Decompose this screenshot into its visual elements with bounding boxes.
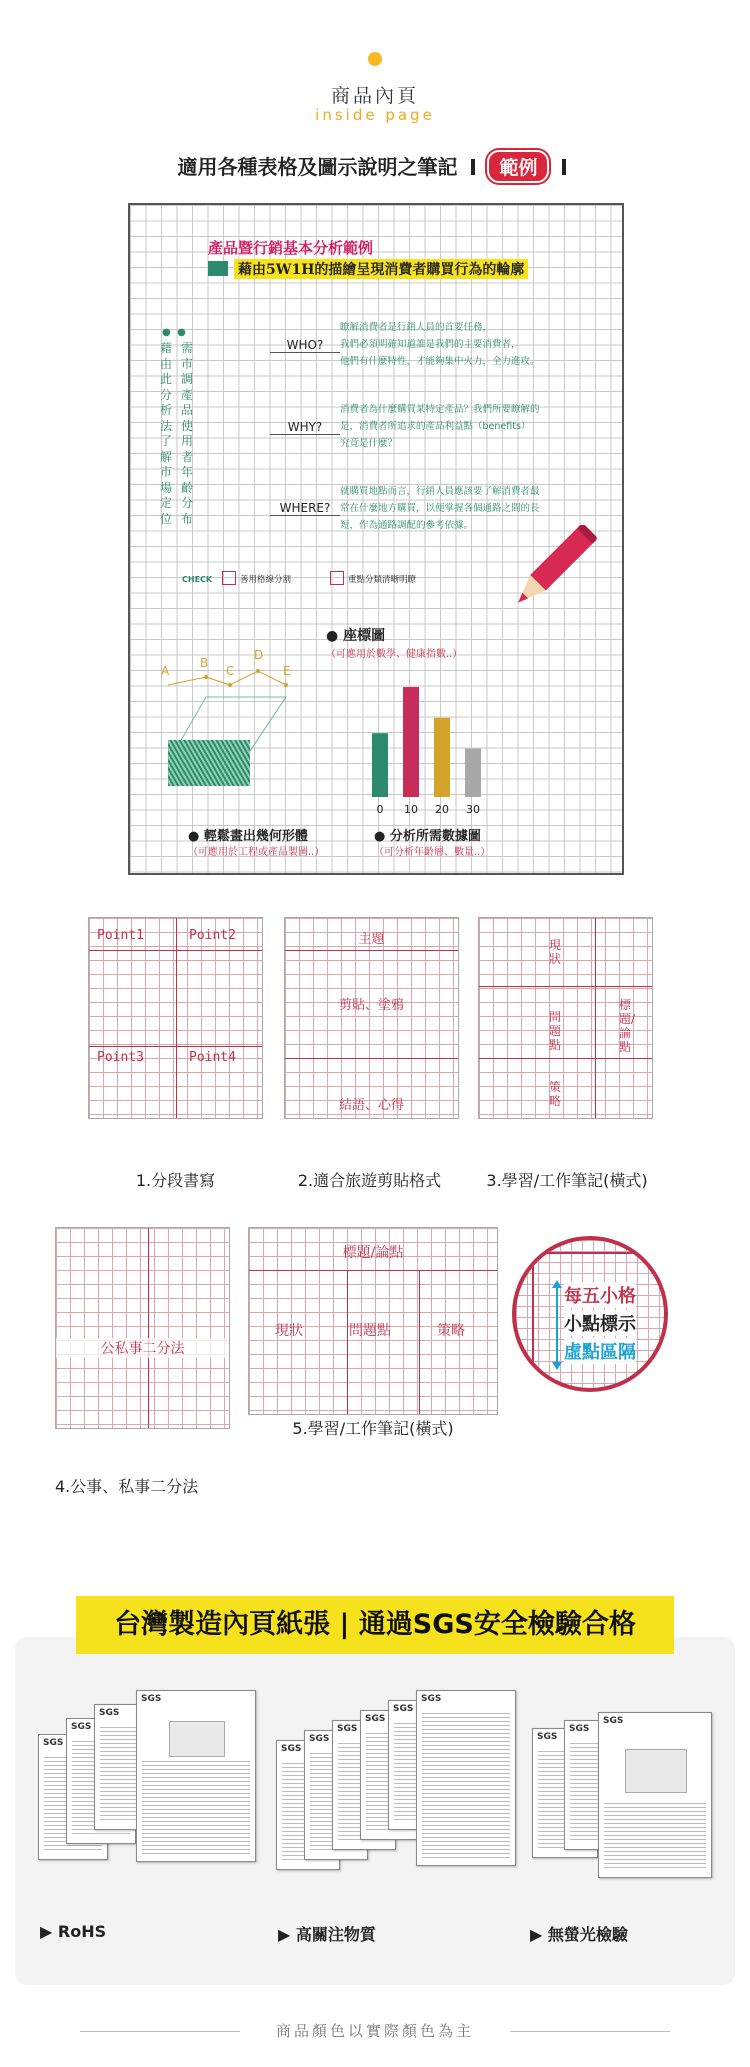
intro-heading: 適用各種表格及圖示說明之筆記 <box>177 155 458 179</box>
layout-1-point3: Point3 <box>97 1050 144 1065</box>
intro-heading-row <box>0 150 750 183</box>
vertical-note-1: 藉由此分析法了解市場定位 <box>160 341 173 526</box>
geo-point-b: B <box>200 656 209 670</box>
layout-3-issue: 問題點 <box>549 1010 562 1052</box>
layout-4-caption: 4.公事、私事二分法 <box>55 1477 199 1496</box>
header-subtitle: inside page <box>315 106 435 124</box>
footer-note: 商品顏色以實際顏色為主 <box>275 2022 474 2040</box>
bar-10 <box>403 687 419 797</box>
bar-tick-label: 10 <box>404 803 418 816</box>
layout-5-page <box>248 1227 498 1415</box>
geo-point-d: D <box>254 648 264 662</box>
header-dot <box>368 52 382 66</box>
where-label: WHERE? <box>270 501 340 516</box>
footer-divider-right <box>510 2031 670 2032</box>
sgs-doc-stack-rohs: SGS SGS SGS SGS <box>38 1690 268 1920</box>
geo-point-c: C <box>226 664 235 678</box>
vertical-note-2: 需市調產品使用者年齡分布 <box>181 341 194 526</box>
magnifier-line2: 小點標示 <box>564 1310 636 1336</box>
why-label: WHY? <box>270 420 340 435</box>
layout-2-topic: 主題 <box>358 932 385 947</box>
layout-1-point2: Point2 <box>189 928 236 943</box>
bar-tick-label: 20 <box>435 803 449 816</box>
layout-1-point4: Point4 <box>189 1050 236 1065</box>
check-item-1: 善用格線分割 <box>240 575 292 585</box>
layout-2-conclusion: 結語、心得 <box>338 1098 404 1113</box>
bar-chart <box>360 655 490 820</box>
coord-note: （可應用於數學、健康指數..） <box>326 649 463 660</box>
layout-3-page <box>478 917 653 1119</box>
check-item-2: 重點分類清晰明瞭 <box>348 575 417 585</box>
who-text: 瞭解消費者是行銷人員的首要任務， 我們必須明確知道誰是我們的主要消費者， 他們有什麼特性，才能夠集中火力，全力進攻。 <box>340 322 540 367</box>
layout-1-caption: 1.分段書寫 <box>135 1171 216 1190</box>
check-label: CHECK <box>182 575 213 584</box>
magnifier-line3: 虛點區隔 <box>564 1338 636 1364</box>
sample-title: 產品暨行銷基本分析範例 <box>208 239 374 257</box>
layout-4-label: 公私事二分法 <box>56 1338 229 1358</box>
sgs-doc-stack-svhc: SGS SGS SGS SGS SGS SGS <box>276 1690 516 1920</box>
data-title: ● 分析所需數據圖 <box>374 829 481 844</box>
bar-tick-label: 0 <box>376 803 384 816</box>
layout-5-caption: 5.學習/工作筆記(橫式) <box>292 1419 454 1438</box>
where-text: 就購買地點而言，行銷人員應該要了解消費者最 常在什麼地方購買，以便掌握各個通路之間的長 短，作為通路調配的參考依據。 <box>340 486 540 531</box>
layout-2-page <box>284 917 459 1119</box>
sgs-label-fluorescent: ▶ 無螢光檢驗 <box>530 1925 628 1944</box>
hatched-shape <box>168 740 250 786</box>
layout-2-collage: 剪貼、塗鴉 <box>338 998 404 1013</box>
sgs-label-rohs: ▶ RoHS <box>40 1922 107 1941</box>
layout-5-status: 現狀 <box>275 1323 303 1339</box>
coord-title: ● 座標圖 <box>326 628 386 644</box>
layout-5-issue: 問題點 <box>349 1323 391 1339</box>
geo-point-a: A <box>161 664 170 678</box>
layout-1-page <box>88 917 263 1119</box>
data-note: （可分析年齡層、數量..） <box>374 847 491 858</box>
layout-1-point1: Point1 <box>97 928 144 943</box>
magnifier-circle <box>512 1236 668 1392</box>
bar-tick-label: 30 <box>466 803 480 816</box>
sample-subtitle: 藉由5W1H的描繪呈現消費者購買行為的輪廓 <box>234 259 528 279</box>
sgs-doc-stack-fluorescent: SGS SGS SGS <box>532 1712 722 1922</box>
blue-arrow-icon <box>552 1280 562 1370</box>
checkbox-2 <box>330 571 344 585</box>
sgs-label-svhc: ▶ 高關注物質 <box>278 1925 376 1944</box>
header-title: 商品內頁 <box>330 85 419 107</box>
geo-point-e: E <box>283 664 291 678</box>
geo-note: （可應用於工程或產品製圖..） <box>188 847 325 858</box>
layout-3-strategy: 策略 <box>549 1080 562 1108</box>
bar-20 <box>434 718 450 797</box>
magnifier-line1: 每五小格 <box>564 1282 636 1308</box>
bar-30 <box>465 749 481 797</box>
layout-2-caption: 2.適合旅遊剪貼格式 <box>297 1171 442 1190</box>
bar-0 <box>372 733 388 797</box>
layout-4-page <box>55 1227 230 1429</box>
layout-5-strategy: 策略 <box>437 1323 465 1339</box>
layout-3-title: 標題/論點 <box>619 998 636 1054</box>
intro-badge: 範例 <box>487 150 549 183</box>
sgs-banner: 台灣製造內頁紙張 | 通過SGS安全檢驗合格 <box>76 1596 674 1654</box>
sample-bullet <box>208 261 228 276</box>
geo-title: ● 輕鬆畫出幾何形體 <box>188 829 308 844</box>
layout-5-title: 標題/論點 <box>342 1245 404 1261</box>
layout-3-caption: 3.學習/工作筆記(橫式) <box>486 1171 648 1190</box>
pencil-icon <box>500 525 600 625</box>
layout-3-status: 現狀 <box>549 938 562 966</box>
vertical-dots: ● ● <box>162 327 186 338</box>
why-text: 消費者為什麼購買某特定產品？我們所要瞭解的 是，消費者所追求的產品利益點（benefits） 究竟是什麼？ <box>340 404 540 449</box>
who-label: WHO? <box>270 338 340 353</box>
checkbox-1 <box>222 571 236 585</box>
sample-notebook-page <box>128 203 624 875</box>
